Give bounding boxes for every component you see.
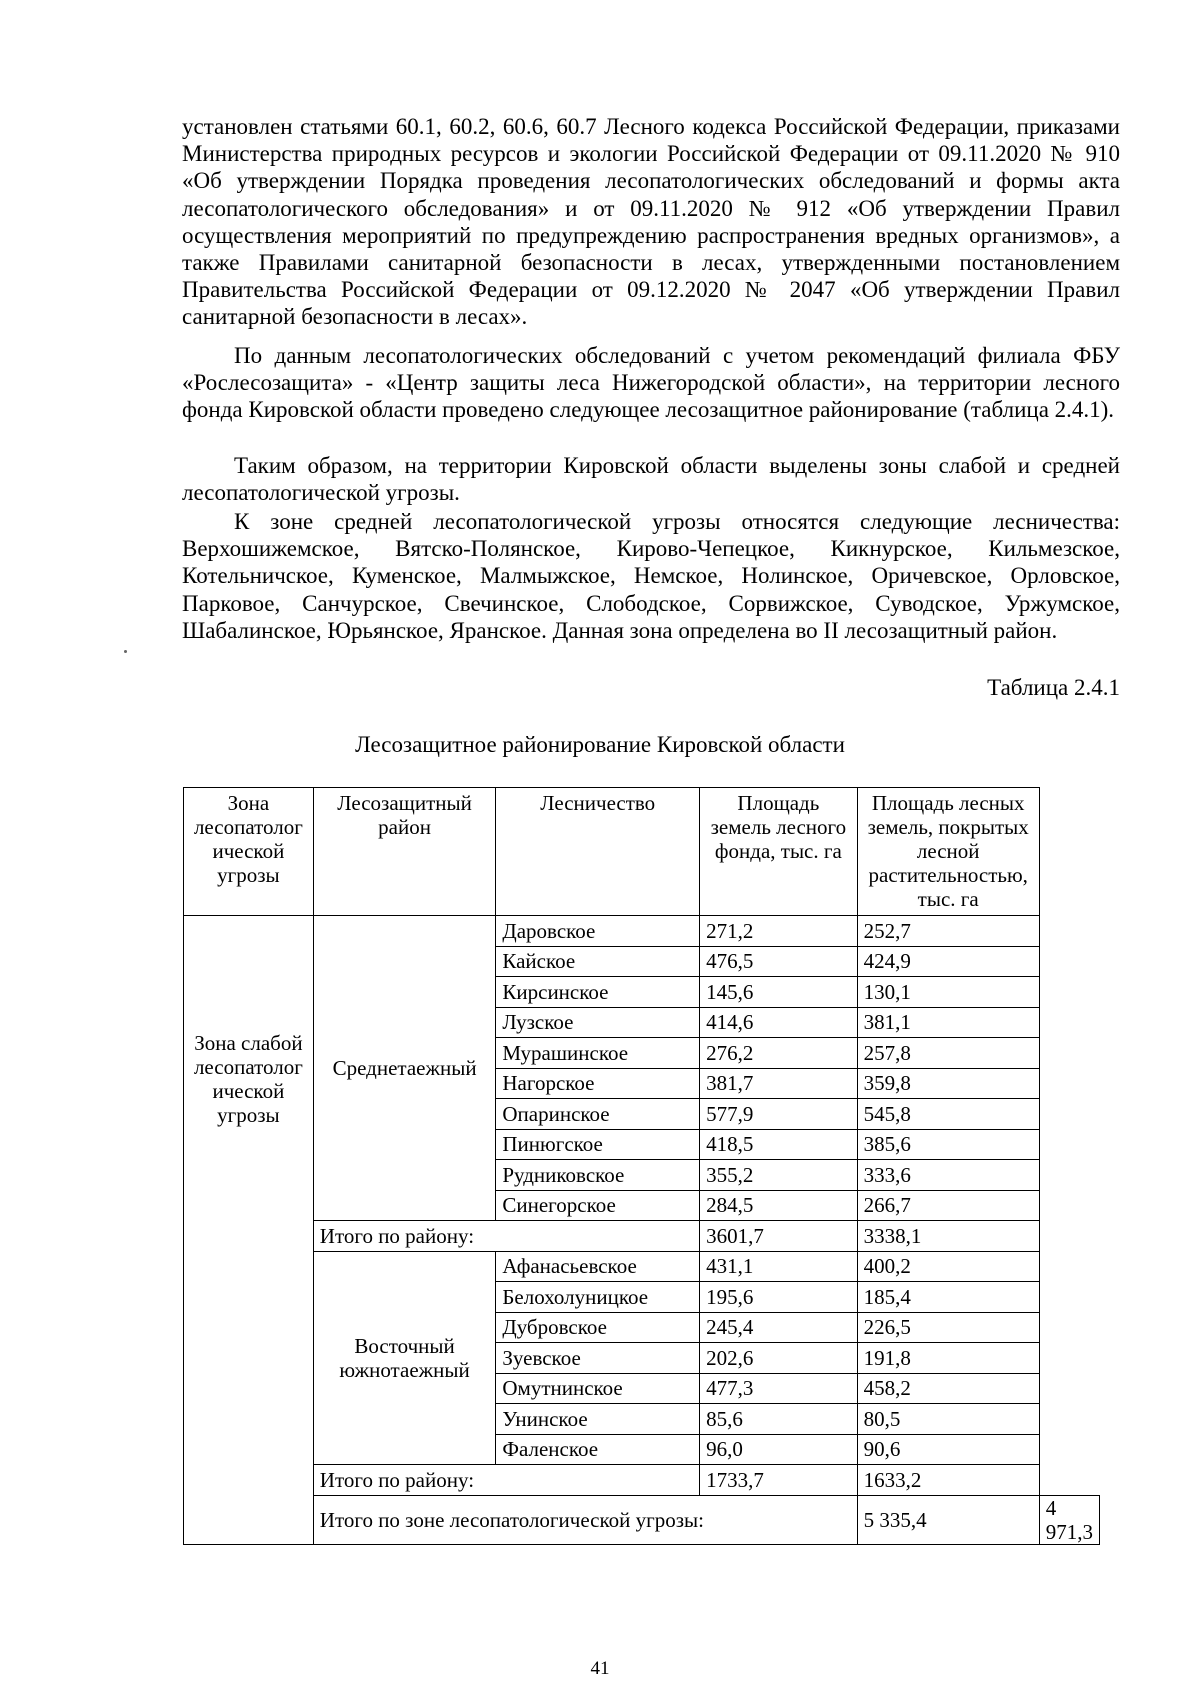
forest-area-cell: 191,8 [857, 1343, 1039, 1374]
forestry-cell: Нагорское [496, 1068, 700, 1099]
forestry-cell: Унинское [496, 1404, 700, 1435]
district-cell: Восточный южнотаежный [313, 1251, 496, 1465]
forest-area-cell: 385,6 [857, 1129, 1039, 1160]
forestry-cell: Кирсинское [496, 977, 700, 1008]
header-district: Лесозащитный район [313, 788, 496, 916]
forestry-cell: Пинюгское [496, 1129, 700, 1160]
forestry-cell: Афанасьевское [496, 1251, 700, 1282]
forest-area-cell: 130,1 [857, 977, 1039, 1008]
header-zone: Зона лесопатолог ической угрозы [184, 788, 314, 916]
fund-area-cell: 477,3 [700, 1373, 858, 1404]
forest-area-cell: 424,9 [857, 946, 1039, 977]
forest-area-cell: 252,7 [857, 916, 1039, 947]
paragraph-legal-basis: установлен статьями 60.1, 60.2, 60.6, 60.7 Лесного кодекса Российской Федерации, приказами Министерства природных ресурсов и экологии Российской Федерации от 09.11.2020 № 910 «Об утверждении Порядка проведения лесопатологических обследований и формы акта лесопатологического обследования» и от 09.11.2020 № 912 «Об утверждении Правил осуществления мероприятий по предупреждению распространения вредных организмов», а также Правилами санитарной безопасности в лесах, утвержденными постановлением Правительства Российской Федерации от 09.12.2020 № 2047 «Об утверждении Правил санитарной безопасности в лесах». [182, 114, 1120, 330]
fund-area-cell: 85,6 [700, 1404, 858, 1435]
paragraph-survey-data: По данным лесопатологических обследований с учетом рекомендаций филиала ФБУ «Рослесозащита» - «Центр защиты леса Нижегородской области», на территории лесного фонда Кировской области проведено следующее лесозащитное районирование (таблица 2.4.1). [182, 343, 1120, 423]
fund-area-cell: 431,1 [700, 1251, 858, 1282]
district-total-fund-area: 3601,7 [700, 1221, 858, 1252]
forestry-cell: Омутнинское [496, 1373, 700, 1404]
forest-area-cell: 400,2 [857, 1251, 1039, 1282]
grand-total-forest-area: 4 971,3 [1039, 1495, 1099, 1544]
forest-area-cell: 226,5 [857, 1312, 1039, 1343]
header-fund-area: Площадь земель лесного фонда, тыс. га [700, 788, 858, 916]
fund-area-cell: 414,6 [700, 1007, 858, 1038]
forestry-cell: Лузское [496, 1007, 700, 1038]
forest-area-cell: 458,2 [857, 1373, 1039, 1404]
paragraph-medium-threat: К зоне средней лесопатологической угрозы относятся следующие лесничества: Верхошижемское, Вятско-Полянское, Кирово-Чепецкое, Кикнурское, Кильмезское, Котельничское, Куменское, Малмыжское, Немское, Нолинское, Оричевское, Орловское, Парковое, Санчурское, Свечинское, Слободское, Сорвижское, Суводское, Уржумское, Шабалинское, Юрьянское, Яранское. Данная зона определена во II лесозащитный район. [182, 509, 1120, 643]
header-forestry: Лесничество [496, 788, 700, 916]
forest-area-cell: 266,7 [857, 1190, 1039, 1221]
district-total-forest-area: 1633,2 [857, 1465, 1039, 1496]
district-total-label: Итого по району: [313, 1221, 699, 1252]
fund-area-cell: 476,5 [700, 946, 858, 977]
zone-cell: Зона слабой лесопатолог ической угрозы [184, 916, 314, 1545]
table-title: Лесозащитное районирование Кировской области [355, 732, 845, 757]
fund-area-cell: 381,7 [700, 1068, 858, 1099]
forest-area-cell: 185,4 [857, 1282, 1039, 1313]
forestry-cell: Белохолуницкое [496, 1282, 700, 1313]
fund-area-cell: 418,5 [700, 1129, 858, 1160]
forestry-cell: Дубровское [496, 1312, 700, 1343]
forestry-cell: Фаленское [496, 1434, 700, 1465]
district-total-fund-area: 1733,7 [700, 1465, 858, 1496]
table-row [184, 1251, 1100, 1282]
fund-area-cell: 195,6 [700, 1282, 858, 1313]
forestry-cell: Синегорское [496, 1190, 700, 1221]
grand-total-row [184, 1495, 1100, 1544]
table-number: Таблица 2.4.1 [987, 675, 1120, 700]
paragraph-zones: Таким образом, на территории Кировской области выделены зоны слабой и средней лесопатологической угрозы. [182, 453, 1120, 506]
fund-area-cell: 284,5 [700, 1190, 858, 1221]
fund-area-cell: 577,9 [700, 1099, 858, 1130]
forestry-cell: Даровское [496, 916, 700, 947]
forest-area-cell: 359,8 [857, 1068, 1039, 1099]
fund-area-cell: 245,4 [700, 1312, 858, 1343]
fund-area-cell: 355,2 [700, 1160, 858, 1191]
forestry-cell: Кайское [496, 946, 700, 977]
forestry-cell: Мурашинское [496, 1038, 700, 1069]
forestry-cell: Зуевское [496, 1343, 700, 1374]
page-number: 41 [590, 1658, 610, 1679]
district-cell: Среднетаежный [313, 916, 496, 1221]
zoning-table [183, 787, 1100, 1545]
grand-total-fund-area: 5 335,4 [857, 1495, 1039, 1544]
forest-area-cell: 90,6 [857, 1434, 1039, 1465]
forest-area-cell: 545,8 [857, 1099, 1039, 1130]
fund-area-cell: 276,2 [700, 1038, 858, 1069]
table-row [184, 916, 1100, 947]
header-forest-area: Площадь лесных земель, покрытых лесной растительностью, тыс. га [857, 788, 1039, 916]
forest-area-cell: 333,6 [857, 1160, 1039, 1191]
forest-area-cell: 80,5 [857, 1404, 1039, 1435]
grand-total-label: Итого по зоне лесопатологической угрозы: [313, 1495, 857, 1544]
scan-speck [124, 650, 127, 653]
district-total-forest-area: 3338,1 [857, 1221, 1039, 1252]
forestry-cell: Рудниковское [496, 1160, 700, 1191]
fund-area-cell: 145,6 [700, 977, 858, 1008]
fund-area-cell: 271,2 [700, 916, 858, 947]
forestry-cell: Опаринское [496, 1099, 700, 1130]
district-total-label: Итого по району: [313, 1465, 699, 1496]
district-total-row [184, 1221, 1100, 1252]
forest-area-cell: 257,8 [857, 1038, 1039, 1069]
fund-area-cell: 96,0 [700, 1434, 858, 1465]
district-total-row [184, 1465, 1100, 1496]
forest-area-cell: 381,1 [857, 1007, 1039, 1038]
table-header-row [184, 788, 1100, 916]
fund-area-cell: 202,6 [700, 1343, 858, 1374]
